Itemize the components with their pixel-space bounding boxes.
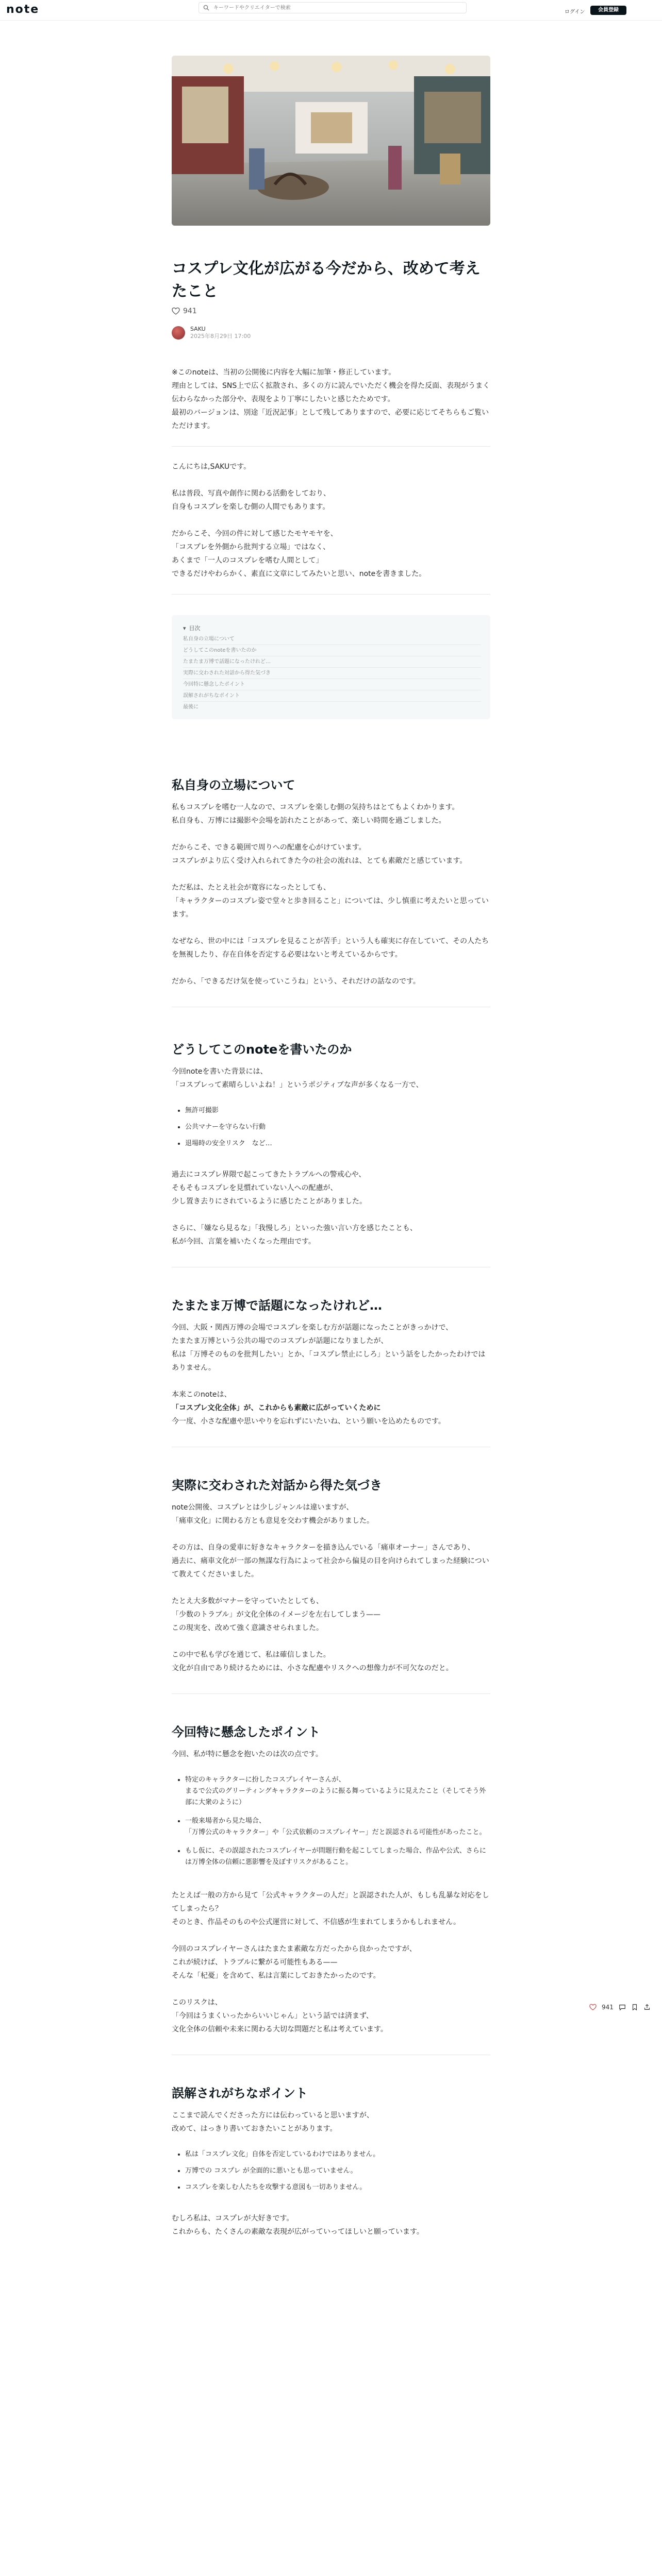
paragraph: note公開後、コスプレとは少しジャンルは違いますが、 bbox=[172, 1503, 354, 1512]
section-heading: 誤解されがちなポイント bbox=[172, 2086, 308, 2100]
paragraph: 今回noteを書いた背景には、 bbox=[172, 1067, 268, 1076]
paragraph: このリスクは、 bbox=[172, 1998, 222, 2007]
avatar[interactable] bbox=[172, 326, 185, 340]
bullet-list bbox=[172, 1774, 490, 1868]
list-item-text: 一般来場者から見た場合、 bbox=[185, 1817, 266, 1825]
bullet-list bbox=[172, 2149, 490, 2193]
paragraph: ※このnoteは、当初の公開後に内容を大幅に加筆・修正しています。 bbox=[172, 368, 396, 377]
paragraph: できるだけやわらかく、素直に文章にしてみたいと思い、noteを書きました。 bbox=[172, 570, 426, 578]
hero-image bbox=[172, 56, 490, 226]
paragraph: コスプレがより広く受け入れられてきた今の社会の流れは、とても素敵だと感じています。 bbox=[172, 857, 467, 865]
paragraph: 「コスプレって素晴らしいよね！」というポジティブな声が多くなる一方で、 bbox=[172, 1081, 423, 1089]
share-icon[interactable] bbox=[643, 2004, 651, 2011]
toc-item[interactable]: 最後に bbox=[183, 704, 198, 710]
paragraph: その方は、自身の愛車に好きなキャラクターを描き込んでいる「痛車オーナー」さんであり、 bbox=[172, 1544, 475, 1552]
paragraph: たまたま万博という公共の場でのコスプレが話題になりましたが、 bbox=[172, 1337, 388, 1345]
paragraph: 「痛車文化」に関わる方とも意見を交わす機会がありました。 bbox=[172, 1517, 374, 1525]
paragraph: そんな「杞憂」を含めて、私は言葉にしておきたかったのです。 bbox=[172, 1972, 380, 1980]
list-item-text: 「万博公式のキャラクター」や「公式依頼のコスプレイヤー」だと誤認される可能性があったこと。 bbox=[185, 1828, 486, 1836]
paragraph: 自身もコスプレを楽しむ側の人間でもあります。 bbox=[172, 503, 330, 511]
list-item-text: まるで公式のグリーティングキャラクターのように振る舞っているように見えたこと（そしてそう外部に大衆のように） bbox=[185, 1787, 486, 1806]
paragraph: 文化全体の信頼や未来に関わる大切な問題だと私は考えています。 bbox=[172, 2025, 388, 2033]
list-item bbox=[185, 1774, 490, 1808]
paragraph: こんにちは,SAKUです。 bbox=[172, 463, 251, 471]
paragraph: 過去に、痛車文化が一部の無謀な行為によって社会から偏見の目を向けられてしまった経験について教えてくださいました。 bbox=[172, 1557, 489, 1579]
list-item bbox=[185, 1816, 490, 1838]
paragraph: むしろ私は、コスプレが大好きです。 bbox=[172, 2214, 294, 2223]
paragraph: 今回、私が特に懸念を抱いたのは次の点です。 bbox=[172, 1750, 323, 1758]
site-header bbox=[0, 0, 662, 21]
divider bbox=[172, 446, 490, 447]
author-block[interactable] bbox=[172, 324, 490, 342]
paragraph: 私もコスプレを嗜む一人なので、コスプレを楽しむ側の気持ちはとてもよくわかります。 bbox=[172, 803, 459, 811]
paragraph: 私自身も、万博には撮影や会場を訪れたことがあって、楽しい時間を過ごしました。 bbox=[172, 817, 446, 825]
article bbox=[172, 56, 490, 2239]
paragraph: この現実を、改めて強く意識させられました。 bbox=[172, 1624, 323, 1632]
revision-note bbox=[172, 366, 490, 433]
table-of-contents bbox=[172, 615, 490, 719]
login-button[interactable]: ログイン bbox=[565, 9, 585, 15]
section-heading: 私自身の立場について bbox=[172, 778, 295, 792]
list-item: • もし仮に、その誤認されたコスプレイヤーが問題行動を起こしてしまった場合、作品や公式、さらには万博全体の信頼に悪影響を及ぼすリスクがあること。 bbox=[185, 1845, 490, 1868]
paragraph: 本来このnoteは、 bbox=[172, 1391, 231, 1399]
floating-action-bar bbox=[589, 2004, 651, 2011]
heart-icon[interactable] bbox=[589, 2004, 597, 2011]
paragraph: ただ私は、たとえ社会が寛容になったとしても、 bbox=[172, 884, 330, 892]
like-count: 941 bbox=[183, 307, 197, 315]
paragraph: この中で私も学びを通じて、私は確信しました。 bbox=[172, 1651, 330, 1659]
section-why-note bbox=[172, 1040, 490, 1267]
toc-item[interactable]: 私自身の立場について bbox=[183, 634, 481, 645]
section-expo bbox=[172, 1296, 490, 1447]
greeting-block bbox=[172, 460, 490, 581]
paragraph: 改めて、はっきり書いておきたいことがあります。 bbox=[172, 2125, 337, 2133]
paragraph: だからこそ、今回の件に対して感じたモヤモヤを、 bbox=[172, 530, 338, 538]
paragraph: 文化が自由であり続けるためには、小さな配慮やリスクへの想像力が不可欠なのだと。 bbox=[172, 1664, 453, 1672]
paragraph: あくまで「一人のコスプレを嗜む人間として」 bbox=[172, 556, 323, 565]
toc-item[interactable]: 誤解されがちなポイント bbox=[183, 690, 481, 702]
search-icon bbox=[203, 5, 209, 11]
divider bbox=[172, 594, 490, 595]
section-heading: どうしてこのnoteを書いたのか bbox=[172, 1042, 352, 1057]
paragraph: さらに、「嫌なら見るな」「我慢しろ」といった強い言い方を感じたことも、 bbox=[172, 1224, 417, 1232]
note-logo[interactable]: note bbox=[6, 3, 40, 16]
paragraph: たとえば一般の方から見て「公式キャラクターの人だ」と誤認された人が、もしも乱暴な対応をしてしまったら？ bbox=[172, 1891, 489, 1913]
toc-item[interactable]: どうしてこのnoteを書いたのか bbox=[183, 645, 481, 656]
paragraph: だから、「できるだけ気を使っていこうね」という、それだけの話なのです。 bbox=[172, 977, 420, 986]
list-item: • 万博での コスプレ が全面的に悪いとも思っていません。 bbox=[185, 2165, 490, 2177]
section-my-position bbox=[172, 776, 490, 1007]
floating-like-count: 941 bbox=[602, 2004, 614, 2011]
section-misunderstandings bbox=[172, 2084, 490, 2239]
search-box[interactable] bbox=[198, 2, 467, 13]
toc-toggle[interactable] bbox=[183, 622, 481, 634]
signup-button[interactable]: 会員登録 bbox=[590, 6, 626, 15]
paragraph: なぜなら、世の中には「コスプレを見ることが苦手」という人も確実に存在していて、その人たちを無視したり、存在自体を否定する必要はないと考えているからです。 bbox=[172, 937, 489, 959]
article-title: コスプレ文化が広がる今だから、改めて考えたこと bbox=[172, 260, 481, 300]
toc-heading: 目次 bbox=[189, 625, 201, 632]
list-item: • 退場時の安全リスク など… bbox=[185, 1138, 490, 1149]
author-name[interactable]: SAKU bbox=[190, 326, 206, 332]
paragraph: 私は「万博そのものを批判したい」とか、「コスプレ禁止にしろ」という話をしたかったわけではありません。 bbox=[172, 1350, 486, 1372]
list-item: • コスプレを楽しむ人たちを攻撃する意図も一切ありません。 bbox=[185, 2182, 490, 2193]
bullet-list bbox=[172, 1105, 490, 1149]
list-item: • 公共マナーを守らない行動 bbox=[185, 1122, 490, 1133]
like-row bbox=[172, 306, 490, 316]
paragraph: たとえ大多数がマナーを守っていたとしても、 bbox=[172, 1597, 323, 1605]
section-heading: たまたま万博で話題になったけれど… bbox=[172, 1298, 382, 1313]
heart-icon[interactable] bbox=[172, 307, 180, 315]
comment-icon[interactable] bbox=[619, 2004, 626, 2011]
paragraph: 少し置き去りにされているように感じたことがありました。 bbox=[172, 1197, 367, 1206]
paragraph: 私が今回、言葉を補いたくなった理由です。 bbox=[172, 1238, 316, 1246]
paragraph: 「コスプレを外側から批判する立場」ではなく、 bbox=[172, 543, 330, 551]
paragraph: ここまで読んでくださった方には伝わっていると思いますが、 bbox=[172, 2111, 374, 2120]
paragraph: これが続けば、トラブルに繋がる可能性もある—— bbox=[172, 1958, 338, 1967]
chevron-down-icon: ▾ bbox=[183, 624, 186, 632]
paragraph: 今一度、小さな配慮や思いやりを忘れずにいたいね、という願いを込めたものです。 bbox=[172, 1417, 445, 1426]
paragraph: 今回のコスプレイヤーさんはたまたま素敵な方だったから良かったですが、 bbox=[172, 1945, 417, 1953]
paragraph: 過去にコスプレ界隈で起こってきたトラブルへの警戒心や、 bbox=[172, 1171, 366, 1179]
paragraph: 理由としては、SNS上で広く拡散され、多くの方に読んでいただく機会を得た反面、表現がうまく伝わらなかった部分や、表現をより丁寧にしたいと感じたためです。 bbox=[172, 382, 490, 403]
paragraph: 「今回はうまくいったからいいじゃん」という話では済まず、 bbox=[172, 2012, 373, 2020]
hero-photo bbox=[172, 56, 490, 226]
bold-paragraph: 「コスプレ文化全体」が、これからも素敵に広がっていくために bbox=[172, 1404, 381, 1412]
paragraph: 最初のバージョンは、別途「近況記事」として残してありますので、必要に応じてそちらもご覧いただけます。 bbox=[172, 409, 489, 430]
toc-item[interactable]: たまたま万博で話題になったけれど… bbox=[183, 656, 481, 668]
paragraph: 「少数のトラブル」が文化全体のイメージを左右してしまう—— bbox=[172, 1611, 381, 1619]
search-input[interactable] bbox=[213, 4, 461, 12]
section-concerns bbox=[172, 1723, 490, 2055]
paragraph: 私は普段、写真や創作に関わる活動をしており、 bbox=[172, 489, 330, 498]
toc-item[interactable]: 今回特に懸念したポイント bbox=[183, 679, 481, 690]
publish-date: 2025年8月29日 17:00 bbox=[190, 333, 251, 340]
paragraph: これからも、たくさんの素敵な表現が広がっていってほしいと願っています。 bbox=[172, 2228, 424, 2236]
paragraph: そもそもコスプレを見慣れていない人への配慮が、 bbox=[172, 1184, 338, 1192]
list-item: • 私は「コスプレ文化」自体を否定しているわけではありません。 bbox=[185, 2149, 490, 2160]
list-item-text: 特定のキャラクターに扮したコスプレイヤーさんが、 bbox=[185, 1776, 345, 1784]
section-heading: 今回特に懸念したポイント bbox=[172, 1725, 320, 1739]
paragraph: 「キャラクターのコスプレ姿で堂々と歩き回ること」については、少し慎重に考えたいと思っています。 bbox=[172, 897, 489, 919]
paragraph: だからこそ、できる範囲で周りへの配慮を心がけています。 bbox=[172, 843, 366, 852]
section-dialogue bbox=[172, 1476, 490, 1694]
paragraph: 今回、大阪・関西万博の会場でコスプレを楽しむ方が話題になったことがきっかけで、 bbox=[172, 1324, 453, 1332]
bookmark-icon[interactable] bbox=[631, 2004, 638, 2011]
paragraph: そのとき、作品そのものや公式運営に対して、不信感が生まれてしまうかもしれません。 bbox=[172, 1918, 460, 1926]
toc-item[interactable]: 実際に交わされた対話から得た気づき bbox=[183, 668, 481, 679]
list-item: • 無許可撮影 bbox=[185, 1105, 490, 1116]
divider bbox=[172, 1693, 490, 1694]
section-heading: 実際に交わされた対話から得た気づき bbox=[172, 1478, 382, 1493]
